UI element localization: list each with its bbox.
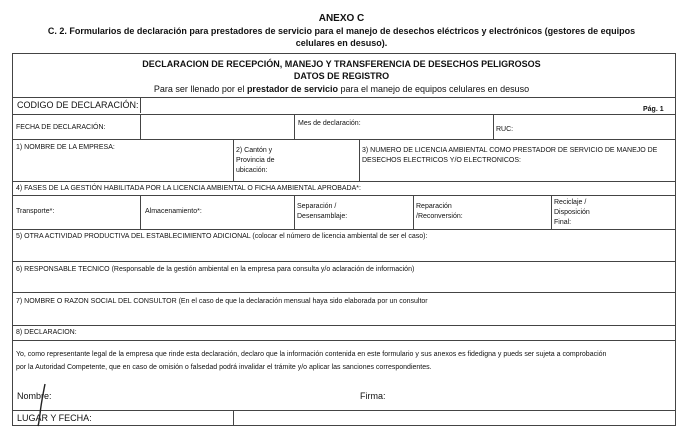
mes-label: Mes de declaración: <box>298 120 361 127</box>
firma-label: Firma: <box>360 391 386 401</box>
canton-line2: Provincia de <box>236 157 275 164</box>
annex-subtitle-line2: celulares en desuso). <box>295 38 388 48</box>
form-top-border <box>12 53 676 54</box>
almacenamiento-label: Almacenamiento*: <box>145 208 202 215</box>
lugar-label: LUGAR Y FECHA: <box>17 413 92 423</box>
pen-stroke-mark <box>37 382 47 427</box>
reparacion-line2: /Reconversión: <box>416 213 463 220</box>
licencia-line2: DESECHOS ELECTRICOS Y/O ELECTRONICOS: <box>362 157 521 164</box>
nombre-label: Nombre: <box>17 391 52 401</box>
ruc-label: RUC: <box>496 126 514 133</box>
reparacion-line1: Reparación <box>416 203 452 210</box>
canton-line1: 2) Cantón y <box>236 147 273 154</box>
reciclaje-line2: Disposición <box>554 209 590 216</box>
otra-actividad-label: 5) OTRA ACTIVIDAD PRODUCTIVA DEL ESTABLECIMIENTO ADICIONAL (colocar el número de licencia ambiental de ser el caso): <box>16 233 428 240</box>
form-title-line2: DATOS DE REGISTRO <box>293 71 390 81</box>
form-right-border <box>675 53 676 425</box>
separacion-line2: Desensamblaje: <box>297 213 348 220</box>
annex-subtitle-line1: C. 2. Formularios de declaración para prestadores de servicio para el manejo de desechos eléctricos y electrónicos (gestores de equipos <box>47 26 636 36</box>
separacion-line1: Separación / <box>297 203 337 210</box>
form-left-border <box>12 53 13 425</box>
empresa-label: 1) NOMBRE DE LA EMPRESA: <box>16 144 115 151</box>
form-title-line1: DECLARACION DE RECEPCIÓN, MANEJO Y TRANSFERENCIA DE DESECHOS PELIGROSOS <box>142 59 541 69</box>
annex-title: ANEXO C <box>318 13 365 24</box>
fases-label: 4) FASES DE LA GESTIÓN HABILITADA POR LA LICENCIA AMBIENTAL O FICHA AMBIENTAL APROBADA*: <box>16 185 361 192</box>
form-instruction: Para ser llenado por el prestador de servicio para el manejo de equipos celulares en desuso <box>153 84 530 94</box>
reciclaje-line3: Final: <box>554 219 572 226</box>
responsable-label: 6) RESPONSABLE TECNICO (Responsable de la gestión ambiental en la empresa para consulta y/o aclaración de información) <box>16 266 415 273</box>
consultor-label: 7) NOMBRE O RAZON SOCIAL DEL CONSULTOR (En el caso de que la declaración mensual haya sido elaborada por un consultor <box>16 298 428 305</box>
declaracion-label: 8) DECLARACION: <box>16 329 77 336</box>
declaracion-text-line2: por la Autoridad Competente, que en caso de omisión o falsedad podrá invalidar el trámite y/o aplicar las sanciones correspondientes. <box>16 364 432 371</box>
page-number: Pág. 1 <box>643 106 664 113</box>
licencia-line1: 3) NUMERO DE LICENCIA AMBIENTAL COMO PRESTADOR DE SERVICIO DE MANEJO DE <box>362 147 658 154</box>
reciclaje-line1: Reciclaje / <box>554 199 587 206</box>
codigo-label: CODIGO DE DECLARACIÓN: <box>17 100 139 110</box>
canton-line3: ubicación: <box>236 167 268 174</box>
transporte-label: Transporte*: <box>16 208 55 215</box>
declaracion-text-line1: Yo, como representante legal de la empresa que rinde esta declaración, declaro que la información contenida en este formulario y sus anexos es fidedigna y pueds ser sujeta a comprobación <box>16 351 607 358</box>
fecha-label: FECHA DE DECLARACIÓN: <box>16 124 106 131</box>
